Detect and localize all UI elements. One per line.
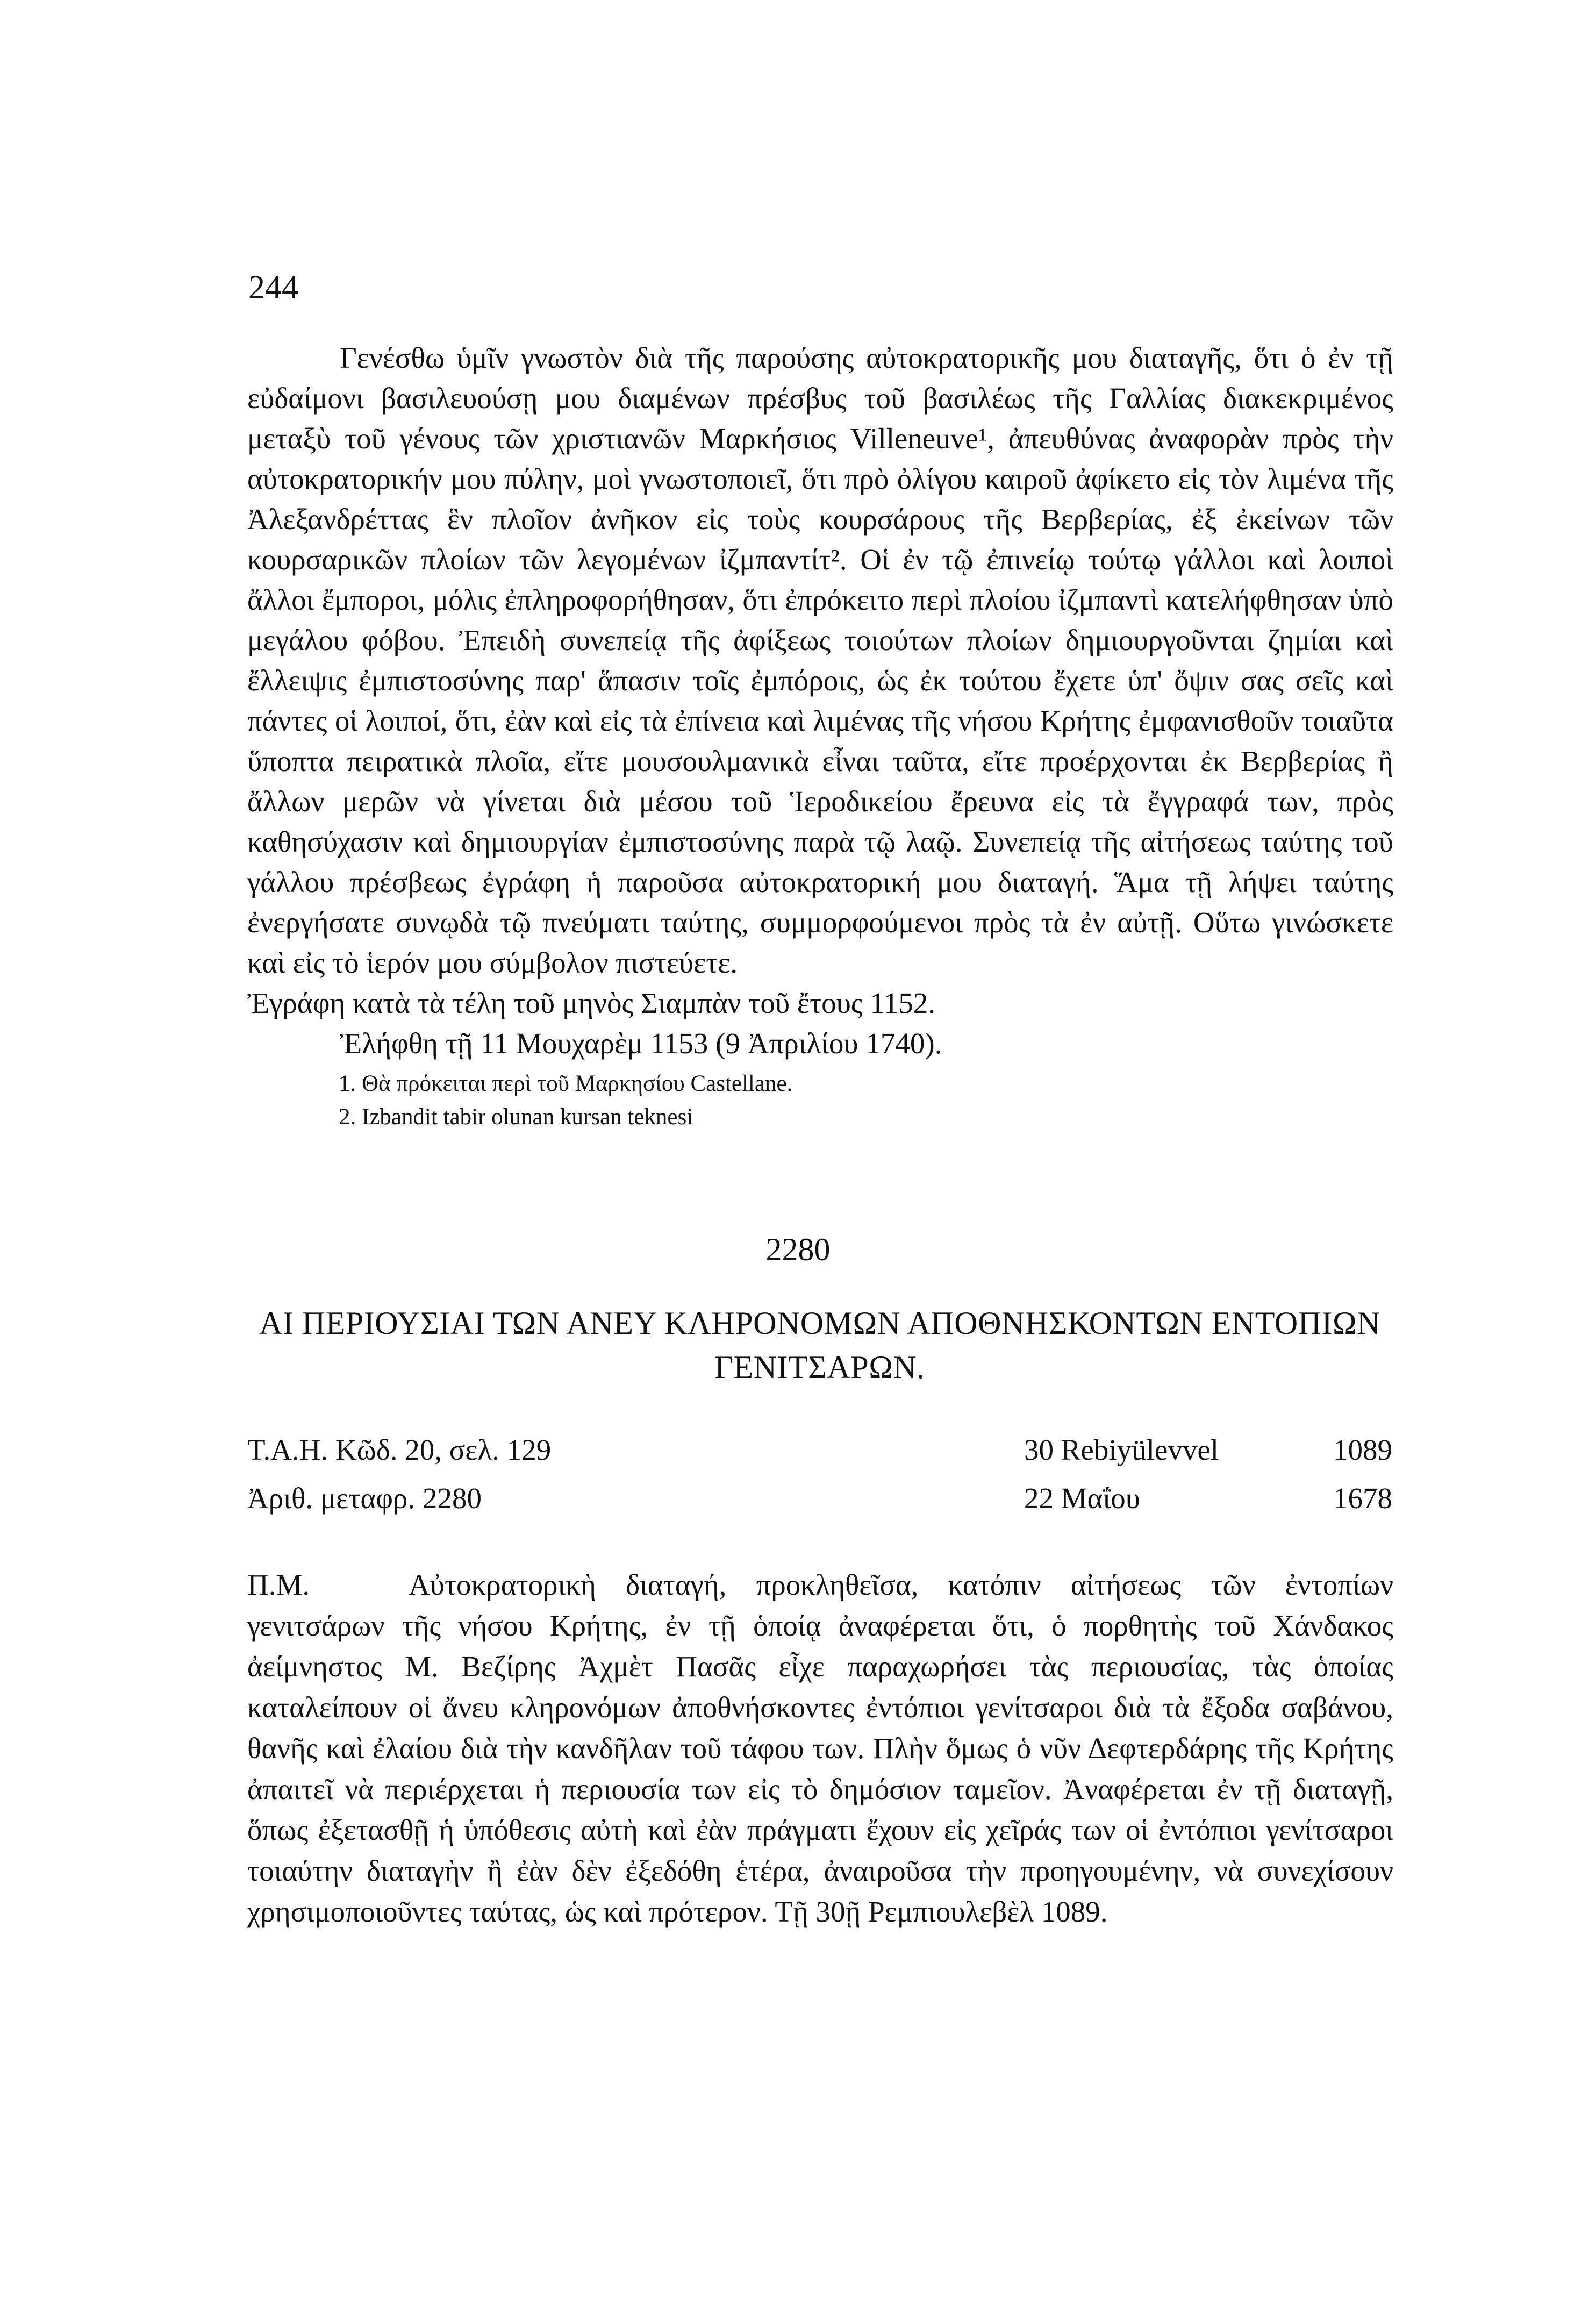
document-title <box>231 1301 1408 1389</box>
letter-body: Γενέσθω ὑμῖν γνωστὸν διὰ τῆς παρούσης αὐτοκρατορικῆς μου διαταγῆς, ὅτι ὁ ἐν τῇ εὐδαίμονι βασιλευούσῃ μου διαμένων πρέσβυς τοῦ βασιλέως τῆς Γαλλίας διακεκριμένος μεταξὺ τοῦ γένους τῶν χριστιανῶν Μαρκήσιος Villeneuve¹, ἀπευθύνας ἀναφορὰν πρὸς τὴν αὐτοκρατορικήν μου πύλην, μοὶ γνωστοποιεῖ, ὅτι πρὸ ὀλίγου καιροῦ ἀφίκετο εἰς τὸν λιμένα τῆς Ἀλεξανδρέττας ἓν πλοῖον ἀνῆκον εἰς τοὺς κουρσάρους τῆς Βερβερίας, ἐξ ἐκείνων τῶν κουρσαρικῶν πλοίων τῶν λεγομένων ἰζμπαντίτ². Οἱ ἐν τῷ ἐπινείῳ τούτῳ γάλλοι καὶ λοιποὶ ἄλλοι ἔμποροι, μόλις ἐπληροφορήθησαν, ὅτι ἐπρόκειτο περὶ πλοίου ἰζμπαντὶ κατελήφθησαν ὑπὸ μεγάλου φόβου. Ἐπειδὴ συνεπείᾳ τῆς ἀφίξεως τοιούτων πλοίων δημιουργοῦνται ζημίαι καὶ ἔλλειψις ἐμπιστοσύνης παρ' ἅπασιν τοῖς ἐμπόροις, ὡς ἐκ τούτου ἔχετε ὑπ' ὄψιν σας σεῖς καὶ πάντες οἱ λοιποί, ὅτι, ἐὰν καὶ εἰς τὰ ἐπίνεια καὶ λιμένας τῆς νήσου Κρήτης ἐμφανισθοῦν τοιαῦτα ὕποπτα πειρατικὰ πλοῖα, εἴτε μουσουλμανικὰ εἶναι ταῦτα, εἴτε προέρχονται ἐκ Βερβερίας ἢ ἄλλων μερῶν νὰ γίνεται διὰ μέσου τοῦ Ἱεροδικείου ἔρευνα εἰς τὰ ἔγγραφά των, πρὸς καθησύχασιν καὶ δημιουργίαν ἐμπιστοσύνης παρὰ τῷ λαῷ. Συνεπείᾳ τῆς αἰτήσεως ταύτης τοῦ γάλλου πρέσβεως ἐγράφη ἡ παροῦσα αὐτοκρατορική μου διαταγή. Ἅμα τῇ λήψει ταύτης ἐνεργήσατε συνῳδὰ τῷ πνεύματι ταύτης, συμμορφούμενοι πρὸς τὰ ἐν αὐτῇ. Οὕτω γινώσκετε καὶ εἰς τὸ ἱερόν μου σύμβολον πιστεύετε. <box>247 341 1393 979</box>
footnote-2: 2. Izbandit tabir olunan kursan teknesi <box>339 1104 693 1130</box>
gregorian-date: 22 Μαΐου <box>1024 1482 1140 1515</box>
page-number: 244 <box>248 269 298 306</box>
summary-text: Αὐτοκρατορικὴ διαταγή, προκληθεῖσα, κατόπιν αἰτήσεως τῶν ἐντοπίων γενιτσάρων τῆς νήσου Κρήτης, ἐν τῇ ὁποίᾳ ἀναφέρεται ὅτι, ὁ πορθητὴς τοῦ Χάνδακος ἀείμνηστος Μ. Βεζίρης Ἀχμὲτ Πασᾶς εἶχε παραχωρήσει τὰς περιουσίας, τὰς ὁποίας καταλείπουν οἱ ἄνευ κληρονόμων ἀποθνήσκοντες ἐντόπιοι γενίτσαροι διὰ τὰ ἔξοδα σαβάνου, θανῆς καὶ ἐλαίου διὰ τὴν κανδῆλαν τοῦ τάφου των. Πλὴν ὅμως ὁ νῦν Δεφτερδάρης τῆς Κρήτης ἀπαιτεῖ νὰ περιέρχεται ἡ περιουσία των εἰς τὸ δημόσιον ταμεῖον. Ἀναφέρεται ἐν τῇ διαταγῇ, ὅπως ἐξετασθῇ ἡ ὑπόθεσις αὐτὴ καὶ ἐὰν πράγματι ἔχουν εἰς χεῖράς των οἱ ἐντόπιοι γενίτσαροι τοιαύτην διαταγὴν ἢ ἐὰν δὲν ἐξεδόθη ἑτέρα, ἀναιροῦσα τὴν προηγουμένην, νὰ συνεχίσουν χρησιμοποιοῦντες ταύτας, ὡς καὶ πρότερον. Τῇ 30ῇ Ρεμπιουλεβὲλ 1089. <box>247 1568 1393 1928</box>
document-summary <box>247 1565 1393 1932</box>
gregorian-year: 1678 <box>1333 1482 1392 1515</box>
footnote-1: 1. Θὰ πρόκειται περὶ τοῦ Μαρκησίου Castellane. <box>339 1071 793 1096</box>
document-title-line-1: ΑΙ ΠΕΡΙΟΥΣΙΑΙ ΤΩΝ ΑΝΕΥ ΚΛΗΡΟΝΟΜΩΝ ΑΠΟΘΝΗΣΚΟΝΤΩΝ ΕΝΤΟΠΙΩΝ <box>259 1305 1380 1341</box>
document-title-line-2: ΓΕΝΙΤΣΑΡΩΝ. <box>714 1350 925 1385</box>
hijri-year: 1089 <box>1333 1433 1392 1466</box>
translation-number: Ἀριθ. μεταφρ. 2280 <box>247 1482 482 1515</box>
source-reference: Τ.Α.Η. Κῶδ. 20, σελ. 129 <box>247 1433 552 1466</box>
letter-written-date: Ἐγράφη κατὰ τὰ τέλη τοῦ μηνὸς Σιαμπὰν τοῦ ἔτους 1152. <box>247 987 936 1019</box>
document-number: 2280 <box>765 1232 831 1267</box>
letter-text <box>247 338 1393 1063</box>
footnotes <box>339 1067 792 1134</box>
letter-received-date: Ἐλήφθη τῇ 11 Μουχαρὲμ 1153 (9 Ἀπριλίου 1740). <box>340 1027 942 1060</box>
hijri-date: 30 Rebiyülevvel <box>1024 1433 1219 1466</box>
summary-label: Π.Μ. <box>247 1568 310 1601</box>
